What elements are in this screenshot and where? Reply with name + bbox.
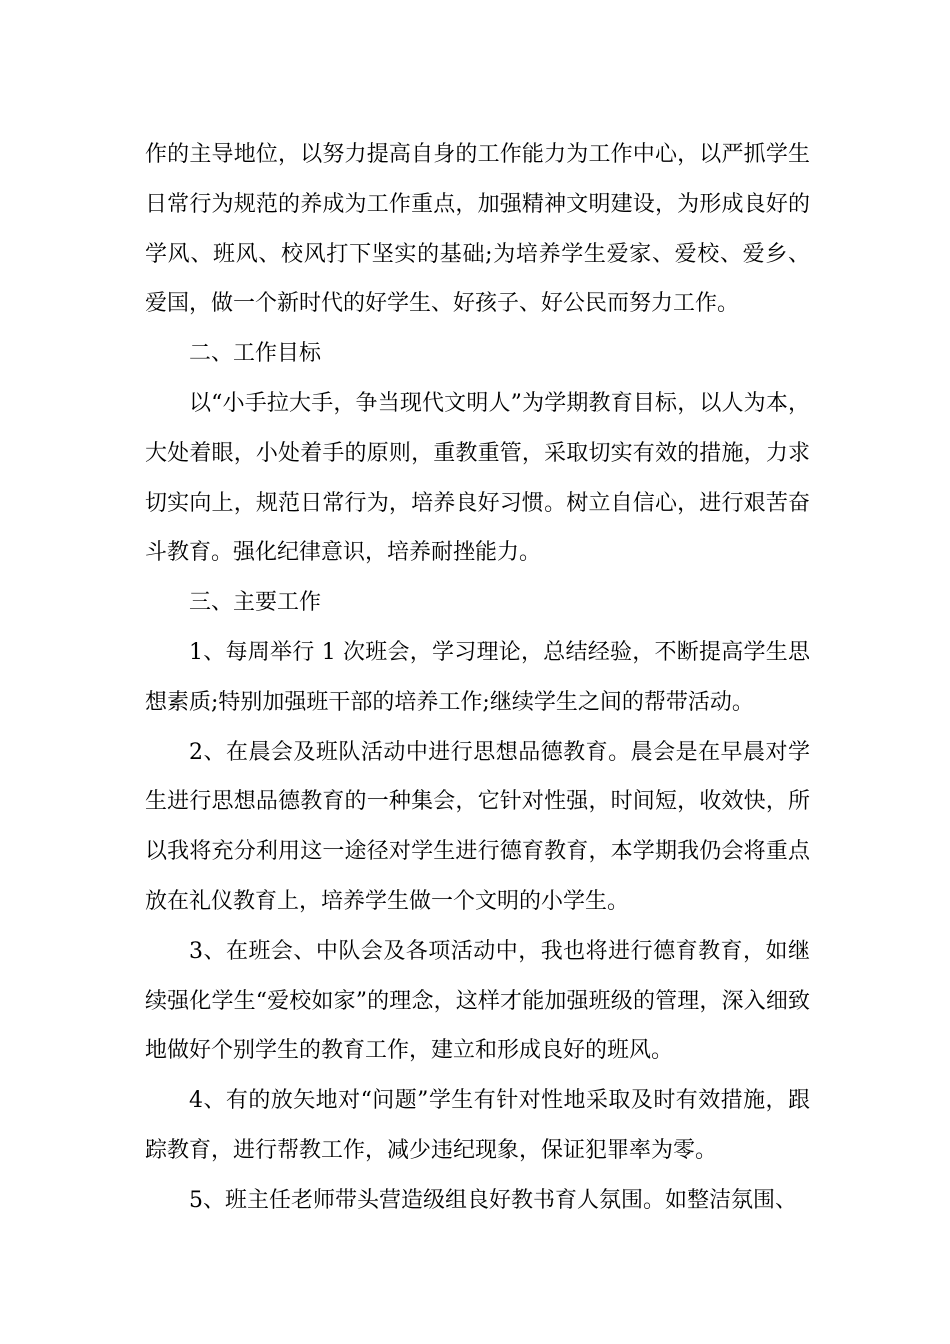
paragraph-item-2: 2、在晨会及班队活动中进行思想品德教育。晨会是在早晨对学生进行思想品德教育的一种集会，它针对性强，时间短，收效快，所以我将充分利用这一途径对学生进行德育教育，本学期我仍会将重点放在礼仪教育上，培养学生做一个文明的小学生。 (145, 739, 810, 914)
paragraph-goals: 以“小手拉大手，争当现代文明人”为学期教育目标，以人为本，大处着眼，小处着手的原则，重教重管，采取切实有效的措施，力求切实向上，规范日常行为，培养良好习惯。树立自信心，进行艰苦奋斗教育。强化纪律意识，培养耐挫能力。 (145, 390, 810, 566)
paragraph-intro-continued: 作的主导地位，以努力提高自身的工作能力为工作中心，以严抓学生日常行为规范的养成为工作重点，加强精神文明建设，为形成良好的学风、班风、校风打下坚实的基础;为培养学生爱家、爱校、爱乡、爱国，做一个新时代的好学生、好孩子、好公民而努力工作。 (145, 142, 810, 317)
paragraph-item-1: 1、每周举行 1 次班会，学习理论，总结经验，不断提高学生思想素质;特别加强班干部的培养工作;继续学生之间的帮带活动。 (145, 639, 810, 715)
section-heading-main-work: 三、主要工作 (189, 590, 322, 616)
paragraph-item-5: 5、班主任老师带头营造级组良好教书育人氛围。如整洁氛围、 (189, 1187, 797, 1213)
paragraph-item-4: 4、有的放矢地对“问题”学生有针对性地采取及时有效措施，跟踪教育，进行帮教工作，减少违纪现象，保证犯罪率为零。 (145, 1088, 810, 1163)
document-body (145, 130, 810, 1226)
paragraph-item-3: 3、在班会、中队会及各项活动中，我也将进行德育教育，如继续强化学生“爱校如家”的理念，这样才能加强班级的管理，深入细致地做好个别学生的教育工作，建立和形成良好的班风。 (145, 938, 810, 1064)
section-heading-goals: 二、工作目标 (189, 341, 322, 367)
